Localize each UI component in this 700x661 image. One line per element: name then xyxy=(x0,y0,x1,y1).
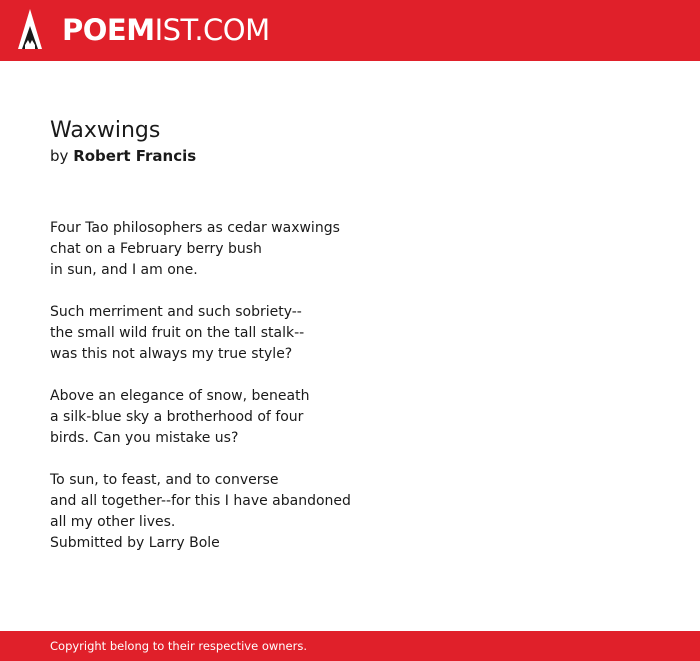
stanza xyxy=(50,470,650,554)
stanza xyxy=(50,302,650,365)
poem-line: a silk-blue sky a brotherhood of four xyxy=(50,409,304,425)
pencil-tip-icon[interactable] xyxy=(18,9,42,51)
author-name: Robert Francis xyxy=(73,147,197,165)
poem-title: Waxwings xyxy=(50,118,161,143)
poem-line: in sun, and I am one. xyxy=(50,262,198,278)
poem-line: birds. Can you mistake us? xyxy=(50,430,239,446)
poem-line: and all together--for this I have abandoned xyxy=(50,493,351,509)
stanza xyxy=(50,386,650,449)
poem-line: all my other lives. xyxy=(50,514,176,530)
copyright-notice: Copyright belong to their respective owners. xyxy=(50,639,308,653)
logo-word-thin: IST.COM xyxy=(154,13,270,47)
poem-line: Above an elegance of snow, beneath xyxy=(50,388,310,404)
poem-content xyxy=(50,117,650,554)
stanza xyxy=(50,218,650,281)
site-logo[interactable] xyxy=(62,12,270,48)
poem-line: chat on a February berry bush xyxy=(50,241,262,257)
poem-line: Four Tao philosophers as cedar waxwings xyxy=(50,220,340,236)
site-header xyxy=(0,0,700,61)
poem-byline xyxy=(50,145,650,167)
logo-word-bold: POEM xyxy=(62,13,155,47)
poem-line: was this not always my true style? xyxy=(50,346,293,362)
poem-body xyxy=(50,218,650,554)
poem-line: the small wild fruit on the tall stalk-- xyxy=(50,325,305,341)
site-footer xyxy=(0,631,700,661)
by-label: by xyxy=(50,147,69,165)
poem-line: To sun, to feast, and to converse xyxy=(50,472,279,488)
submitted-by: Submitted by Larry Bole xyxy=(50,535,220,551)
poem-line: Such merriment and such sobriety-- xyxy=(50,304,302,320)
